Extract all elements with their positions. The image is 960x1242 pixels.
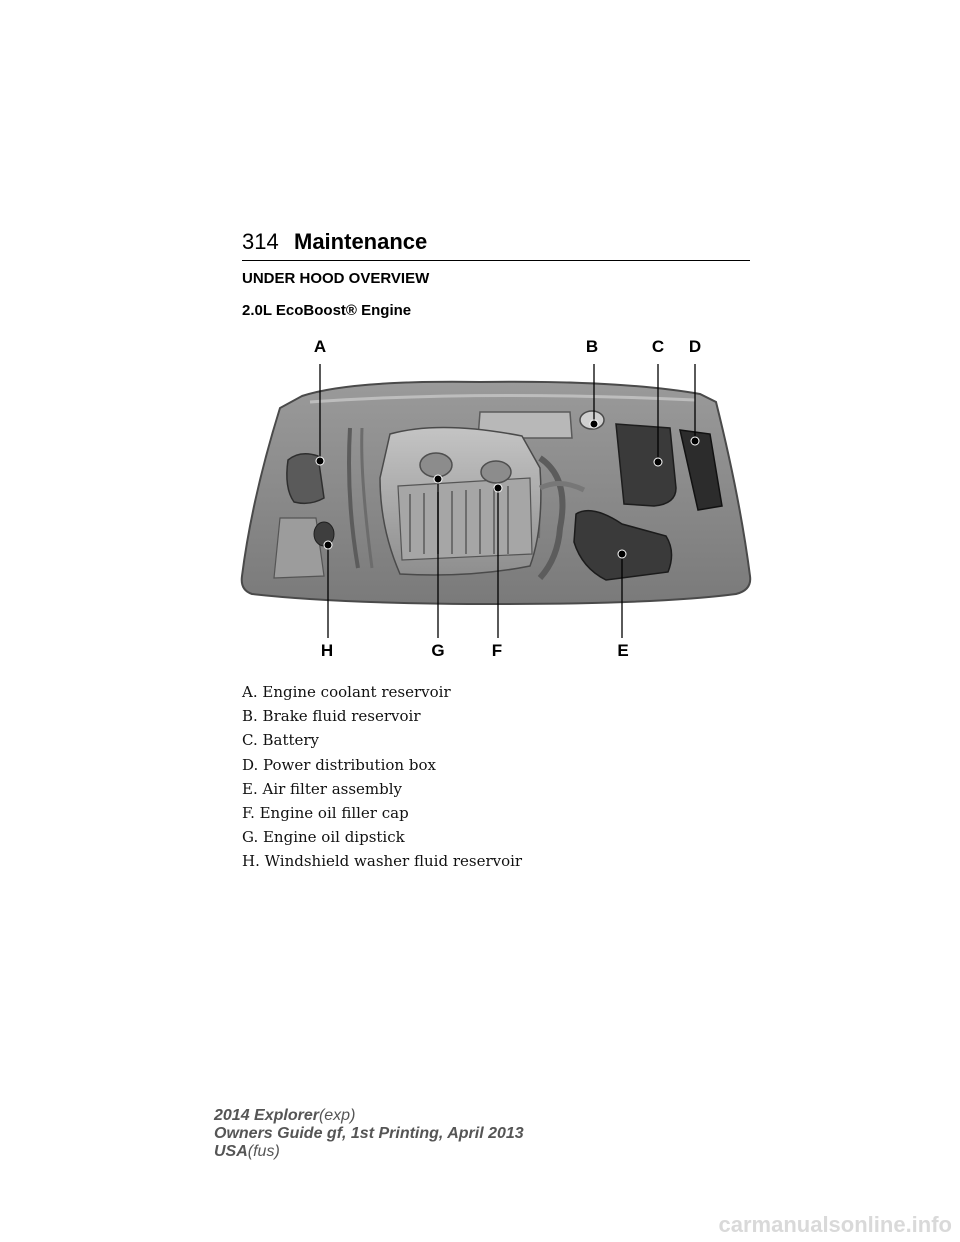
legend-item: H. Windshield washer fluid reservoir	[242, 852, 523, 871]
callout-label-d: D	[688, 337, 702, 356]
callout-dot-f	[494, 484, 502, 492]
legend-item: D. Power distribution box	[242, 755, 436, 774]
legend-item: A. Engine coolant reservoir	[242, 683, 451, 701]
engine-bay	[242, 382, 751, 604]
header-divider	[242, 260, 750, 261]
callout-label-g: G	[431, 641, 445, 660]
callout-label-c: C	[651, 337, 665, 356]
page-number: 314	[242, 229, 279, 254]
page-subtitle: 2.0L EcoBoost® Engine	[242, 302, 412, 319]
engine-bay-illustration	[240, 328, 752, 663]
document-footer	[214, 1107, 524, 1161]
callout-label-f: F	[491, 641, 503, 660]
legend-item: F. Engine oil filler cap	[242, 803, 409, 822]
footer-edition: Owners Guide gf, 1st Printing, April 2013	[214, 1125, 524, 1142]
legend-item: B. Brake fluid reservoir	[242, 707, 421, 726]
figure-legend	[242, 680, 522, 874]
callout-dot-d	[691, 437, 699, 445]
callout-dot-e	[618, 550, 626, 558]
callout-label-e: E	[617, 641, 629, 660]
footer-line-3	[214, 1143, 524, 1161]
callout-label-b: B	[585, 337, 599, 356]
legend-item: C. Battery	[242, 731, 320, 750]
callout-dot-a	[316, 457, 324, 465]
footer-model: 2014 Explorer	[214, 1107, 319, 1124]
footer-market: USA	[214, 1143, 248, 1160]
callout-label-h: H	[320, 641, 334, 660]
watermark: carmanualsonline.info	[718, 1212, 952, 1237]
callout-dot-b	[590, 420, 598, 428]
page-title: UNDER HOOD OVERVIEW	[242, 270, 430, 287]
footer-line-1	[214, 1107, 524, 1125]
legend-item: G. Engine oil dipstick	[242, 828, 405, 847]
section-title: Maintenance	[294, 229, 428, 254]
callout-dot-g	[434, 475, 442, 483]
page-header	[242, 229, 750, 261]
callout-dot-h	[324, 541, 332, 549]
callout-label-a: A	[313, 337, 327, 356]
footer-market-code: (fus)	[247, 1143, 280, 1160]
callout-dot-c	[654, 458, 662, 466]
footer-model-code: (exp)	[318, 1107, 356, 1124]
legend-item: E. Air filter assembly	[242, 779, 403, 798]
